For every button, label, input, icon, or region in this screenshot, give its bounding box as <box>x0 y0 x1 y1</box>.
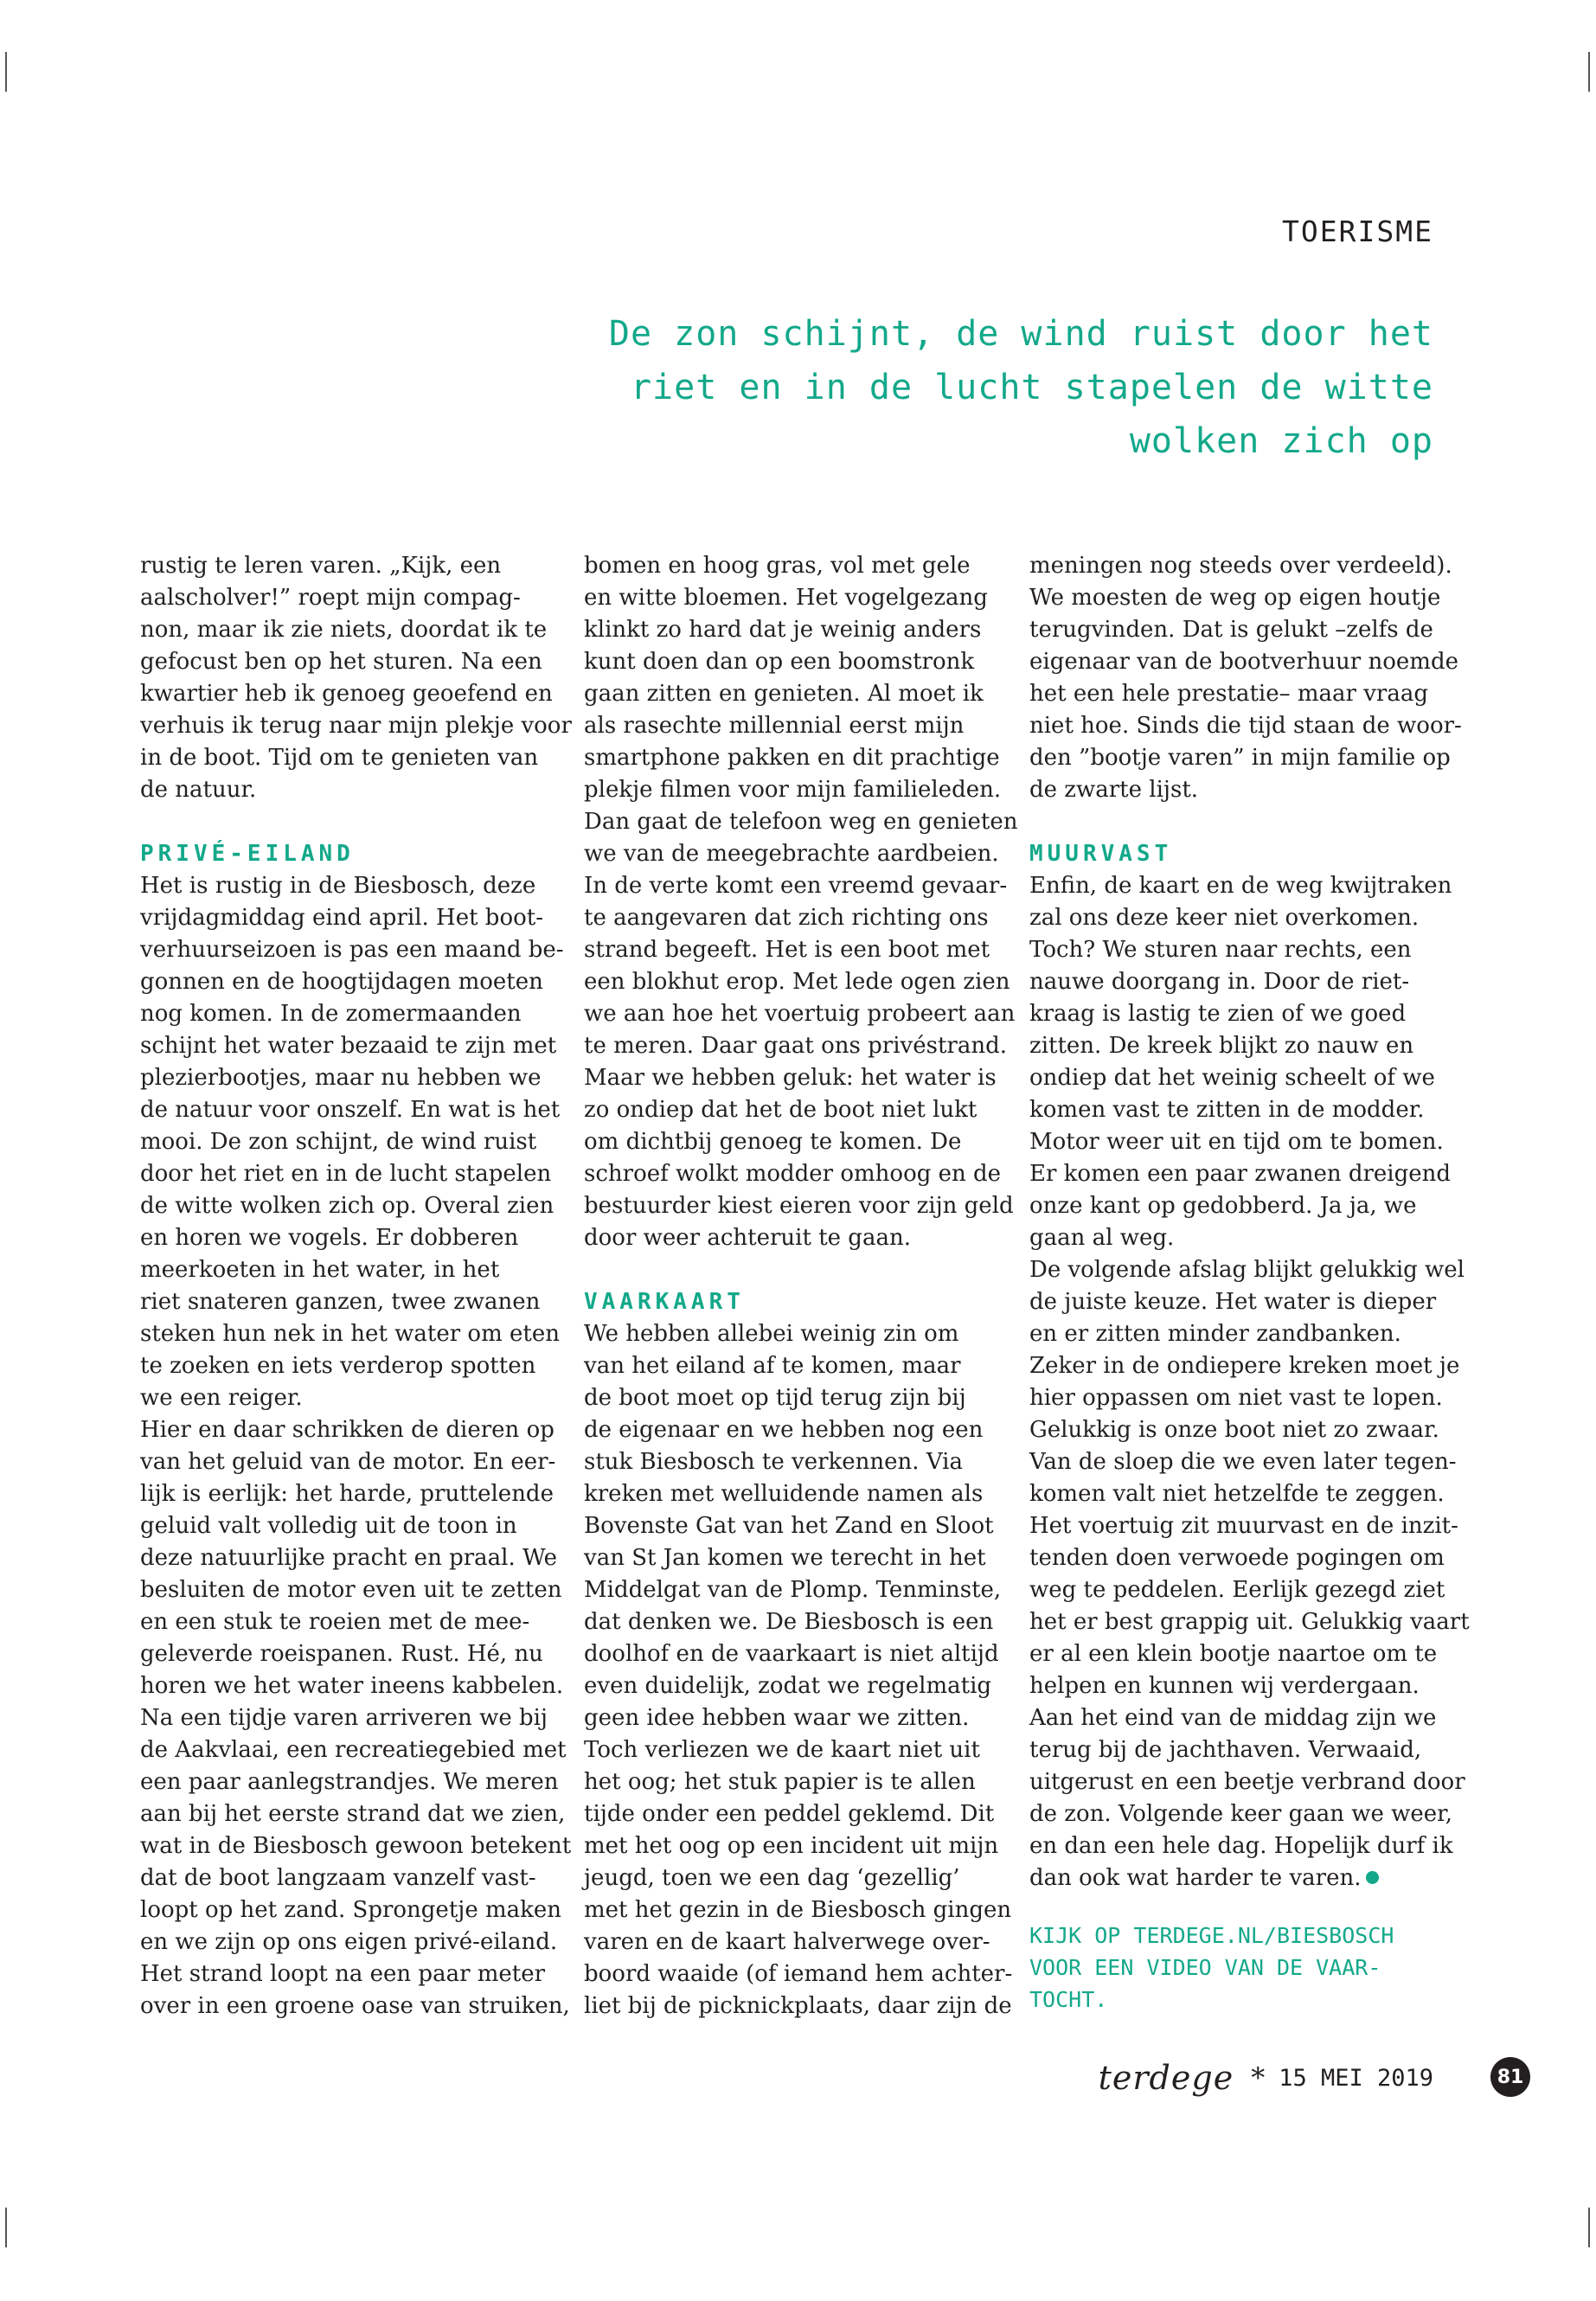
body-text-line: niet hoe. Sinds die tijd staan de woor- <box>1029 713 1462 739</box>
article-column-3 <box>1029 550 1470 2016</box>
crop-mark-bottom-left <box>5 2208 7 2247</box>
body-text-line: we van de meegebrachte aardbeien. <box>584 841 999 867</box>
body-text-line: dan ook wat harder te varen. <box>1029 1862 1445 1894</box>
body-text-line: verhuurseizoen is pas een maand be- <box>140 937 564 963</box>
body-text-line: en dan een hele dag. Hopelijk durf ik <box>1029 1833 1453 1859</box>
body-text-line: in de boot. Tijd om te genieten van <box>140 745 539 771</box>
body-text-line: dat de boot langzaam vanzelf vast- <box>140 1865 536 1891</box>
body-text-line: We moesten de weg op eigen houtje <box>1029 585 1441 611</box>
body-text-line: helpen en kunnen wij verdergaan. <box>1029 1673 1420 1699</box>
body-text-line: te meren. Daar gaat ons privéstrand. <box>584 1033 1007 1059</box>
body-text-line: de witte wolken zich op. Overal zien <box>140 1193 554 1219</box>
body-text-line: Toch verliezen we de kaart niet uit <box>584 1737 980 1763</box>
body-text-line: meningen nog steeds over verdeeld). <box>1029 553 1452 579</box>
body-text-line: kwartier heb ik genoeg geoefend en <box>140 681 553 707</box>
body-text-line: varen en de kaart halverwege over- <box>584 1929 990 1955</box>
body-text-line: als rasechte millennial eerst mijn <box>584 713 965 739</box>
body-text-line: de boot moet op tijd terug zijn bij <box>584 1385 966 1411</box>
body-text-line: Hier en daar schrikken de dieren op <box>140 1417 554 1443</box>
body-text-line: boord waaide (of iemand hem achter- <box>584 1961 1013 1987</box>
body-text-line: zitten. De kreek blijkt zo nauw en <box>1029 1033 1414 1059</box>
crop-mark-top-left <box>5 52 7 92</box>
body-text-line: gefocust ben op het sturen. Na een <box>140 649 542 675</box>
brand-logo: terdege <box>1098 2059 1234 2097</box>
body-text-line: de Aakvlaai, een recreatiegebied met <box>140 1737 567 1763</box>
body-text-line: er al een klein bootje naartoe om te <box>1029 1641 1438 1667</box>
body-text-line: horen we het water ineens kabbelen. <box>140 1673 564 1699</box>
body-text-line: gaan al weg. <box>1029 1225 1175 1251</box>
body-text-line: de juiste keuze. Het water is dieper <box>1029 1289 1437 1315</box>
body-text-line: terug bij de jachthaven. Verwaaid, <box>1029 1737 1422 1763</box>
body-text-line: en een stuk te roeien met de mee- <box>140 1609 530 1635</box>
body-text-line: jeugd, toen we een dag ‘gezellig’ <box>584 1865 960 1891</box>
body-text-line: Motor weer uit en tijd om te bomen. <box>1029 1129 1444 1155</box>
body-text-line: de zon. Volgende keer gaan we weer, <box>1029 1801 1452 1827</box>
body-text-line: loopt op het zand. Sprongetje maken <box>140 1897 562 1923</box>
callout-line: KIJK OP TERDEGE.NL/BIESBOSCH <box>1029 1923 1394 1948</box>
body-text-line: het er best grappig uit. Gelukkig vaart <box>1029 1609 1470 1635</box>
body-text-line: en we zijn op ons eigen privé-eiland. <box>140 1929 558 1955</box>
body-text-line: met het oog op een incident uit mijn <box>584 1833 999 1859</box>
body-text-line: het een hele prestatie– maar vraag <box>1029 681 1429 707</box>
body-text-line: strand begeeft. Het is een boot met <box>584 937 990 963</box>
body-text-line: Gelukkig is onze boot niet zo zwaar. <box>1029 1417 1439 1443</box>
body-text-line: Aan het eind van de middag zijn we <box>1029 1705 1437 1731</box>
body-text-line: Middelgat van de Plomp. Tenminste, <box>584 1577 1002 1603</box>
body-text-line: riet snateren ganzen, twee zwanen <box>140 1289 541 1315</box>
body-text-line: weg te peddelen. Eerlijk gezegd ziet <box>1029 1577 1445 1603</box>
crop-mark-top-right <box>1588 52 1590 92</box>
callout-line: TOCHT. <box>1029 1987 1108 2012</box>
body-text-line: terugvinden. Dat is gelukt –zelfs de <box>1029 617 1433 643</box>
body-text-line: stuk Biesbosch te verkennen. Via <box>584 1449 963 1475</box>
body-text-line: Zeker in de ondiepere kreken moet je <box>1029 1353 1460 1379</box>
body-text-line: klinkt zo hard dat je weinig anders <box>584 617 982 643</box>
body-text-line: het oog; het stuk papier is te allen <box>584 1769 976 1795</box>
body-text-line: Toch? We sturen naar rechts, een <box>1029 937 1412 963</box>
body-text-line: zal ons deze keer niet overkomen. <box>1029 905 1420 931</box>
body-text-line: geluid valt volledig uit de toon in <box>140 1513 517 1539</box>
body-text-line: gaan zitten en genieten. Al moet ik <box>584 681 984 707</box>
body-text-line: geleverde roeispanen. Rust. Hé, nu <box>140 1641 543 1667</box>
body-text-line: Het is rustig in de Biesbosch, deze <box>140 873 536 899</box>
body-text-line: non, maar ik zie niets, doordat ik te <box>140 617 548 643</box>
pull-quote-line: De zon schijnt, de wind ruist door het <box>608 314 1433 354</box>
body-text-line: nog komen. In de zomermaanden <box>140 1001 522 1027</box>
crop-mark-bottom-right <box>1588 2208 1590 2247</box>
body-text-line: doolhof en de vaarkaart is niet altijd <box>584 1641 999 1667</box>
page-footer <box>1099 2059 1433 2097</box>
body-text-line: over in een groene oase van struiken, <box>140 1993 570 2019</box>
callout-line: VOOR EEN VIDEO VAN DE VAAR- <box>1029 1955 1381 1980</box>
body-text-line: zo ondiep dat het de boot niet lukt <box>584 1097 977 1123</box>
body-text-line: aalscholver!” roept mijn compag- <box>140 585 521 611</box>
body-text-line: tenden doen verwoede pogingen om <box>1029 1545 1445 1571</box>
body-text-line: we aan hoe het voertuig probeert aan <box>584 1001 1016 1027</box>
body-text-line: deze natuurlijke pracht en praal. We <box>140 1545 557 1571</box>
body-text-line: In de verte komt een vreemd gevaar- <box>584 873 1008 899</box>
article-column-1 <box>140 550 572 2022</box>
body-text-line: en er zitten minder zandbanken. <box>1029 1321 1401 1347</box>
body-text-line: kreken met welluidende namen als <box>584 1481 984 1507</box>
pull-quote-line: wolken zich op <box>1129 421 1433 461</box>
body-text-line: We hebben allebei weinig zin om <box>584 1321 959 1347</box>
body-text-line: bomen en hoog gras, vol met gele <box>584 553 971 579</box>
body-text-line: smartphone pakken en dit prachtige <box>584 745 1000 771</box>
body-text-line: meerkoeten in het water, in het <box>140 1257 500 1283</box>
end-mark-dot <box>1366 1871 1379 1884</box>
body-text-line: Het voertuig zit muurvast en de inzit- <box>1029 1513 1458 1539</box>
body-text-line: even duidelijk, zodat we regelmatig <box>584 1673 992 1699</box>
body-text-line: vrijdagmiddag eind april. Het boot- <box>140 905 543 931</box>
section-subheading: PRIVÉ-EILAND <box>140 841 355 867</box>
section-label: TOERISME <box>1282 215 1433 248</box>
body-text-line: verhuis ik terug naar mijn plekje voor <box>140 713 572 739</box>
body-text-line: dat denken we. De Biesbosch is een <box>584 1609 994 1635</box>
body-text-line: een paar aanlegstrandjes. We meren <box>140 1769 559 1795</box>
body-text-line: Er komen een paar zwanen dreigend <box>1029 1161 1452 1187</box>
page-number: 81 <box>1490 2057 1530 2097</box>
body-text-line: we een reiger. <box>140 1385 303 1411</box>
body-text-line: liet bij de picknickplaats, daar zijn de <box>584 1993 1012 2019</box>
body-text-line: door het riet en in de lucht stapelen <box>140 1161 552 1187</box>
body-text-line: schijnt het water bezaaid te zijn met <box>140 1033 557 1059</box>
body-text-line: De volgende afslag blijkt gelukkig wel <box>1029 1257 1465 1283</box>
body-text-line: de eigenaar en we hebben nog een <box>584 1417 984 1443</box>
body-text-line: plekje filmen voor mijn familieleden. <box>584 777 1002 803</box>
body-text-line: hier oppassen om niet vast te lopen. <box>1029 1385 1443 1411</box>
body-text-line: nauwe doorgang in. Door de riet- <box>1029 969 1410 995</box>
body-text-line: komen vast te zitten in de modder. <box>1029 1097 1425 1123</box>
body-text-line: van het eiland af te komen, maar <box>584 1353 961 1379</box>
body-text-line: Enfin, de kaart en de weg kwijtraken <box>1029 873 1452 899</box>
separator-star: * <box>1251 2061 1266 2094</box>
body-text-line: om dichtbij genoeg te komen. De <box>584 1129 962 1155</box>
body-text-line: kunt doen dan op een boomstronk <box>584 649 975 675</box>
body-text-line: komen valt niet hetzelfde te zeggen. <box>1029 1481 1445 1507</box>
body-text-line: Bovenste Gat van het Zand en Sloot <box>584 1513 994 1539</box>
body-text-line: en witte bloemen. Het vogelgezang <box>584 585 988 611</box>
body-text-line: uitgerust en een beetje verbrand door <box>1029 1769 1465 1795</box>
body-text-line: mooi. De zon schijnt, de wind ruist <box>140 1129 537 1155</box>
body-text-line: rustig te leren varen. „Kijk, een <box>140 553 502 579</box>
article-column-2 <box>584 550 1018 2022</box>
body-text-line: Na een tijdje varen arriveren we bij <box>140 1705 548 1731</box>
pull-quote <box>482 307 1433 468</box>
body-text-line: Van de sloep die we even later tegen- <box>1029 1449 1457 1475</box>
body-text-line: ondiep dat het weinig scheelt of we <box>1029 1065 1435 1091</box>
body-text-line: van het geluid van de motor. En eer- <box>140 1449 556 1475</box>
section-subheading: MUURVAST <box>1029 841 1173 867</box>
body-text-line: geen idee hebben waar we zitten. <box>584 1705 970 1731</box>
issue-date: 15 MEI 2019 <box>1279 2064 1433 2092</box>
body-text-line: plezierbootjes, maar nu hebben we <box>140 1065 542 1091</box>
body-text-line: een blokhut erop. Met lede ogen zien <box>584 969 1010 995</box>
body-text-line: den ”bootje varen” in mijn familie op <box>1029 745 1451 771</box>
body-text-line: onze kant op gedobberd. Ja ja, we <box>1029 1193 1417 1219</box>
body-text-line: door weer achteruit te gaan. <box>584 1225 911 1251</box>
body-text-line: besluiten de motor even uit te zetten <box>140 1577 562 1603</box>
body-text-line: met het gezin in de Biesbosch gingen <box>584 1897 1012 1923</box>
body-text-line: van St Jan komen we terecht in het <box>584 1545 986 1571</box>
body-text-line: de zwarte lijst. <box>1029 777 1199 803</box>
body-text-line: bestuurder kiest eieren voor zijn geld <box>584 1193 1014 1219</box>
body-text-line: en horen we vogels. Er dobberen <box>140 1225 519 1251</box>
body-text-line: Het strand loopt na een paar meter <box>140 1961 546 1987</box>
body-text-line: Dan gaat de telefoon weg en genieten <box>584 809 1018 835</box>
body-text-line: kraag is lastig te zien of we goed <box>1029 1001 1407 1027</box>
body-text-line: wat in de Biesbosch gewoon betekent <box>140 1833 572 1859</box>
video-callout <box>1029 1920 1445 2016</box>
section-subheading: VAARKAART <box>584 1289 745 1315</box>
body-text-line: gonnen en de hoogtijdagen moeten <box>140 969 543 995</box>
body-text-line: aan bij het eerste strand dat we zien, <box>140 1801 566 1827</box>
body-text-line: de natuur. <box>140 777 257 803</box>
body-text-line: te zoeken en iets verderop spotten <box>140 1353 536 1379</box>
body-text-line: schroef wolkt modder omhoog en de <box>584 1161 1002 1187</box>
body-text-line: Maar we hebben geluk: het water is <box>584 1065 997 1091</box>
body-text-line: tijde onder een peddel geklemd. Dit <box>584 1801 995 1827</box>
body-text-line: de natuur voor onszelf. En wat is het <box>140 1097 561 1123</box>
pull-quote-line: riet en in de lucht stapelen de witte <box>630 368 1433 407</box>
body-text-line: lijk is eerlijk: het harde, pruttelende <box>140 1481 554 1507</box>
body-text-line: steken hun nek in het water om eten <box>140 1321 560 1347</box>
body-text-line: te aangevaren dat zich richting ons <box>584 905 989 931</box>
body-text-line: eigenaar van de bootverhuur noemde <box>1029 649 1458 675</box>
